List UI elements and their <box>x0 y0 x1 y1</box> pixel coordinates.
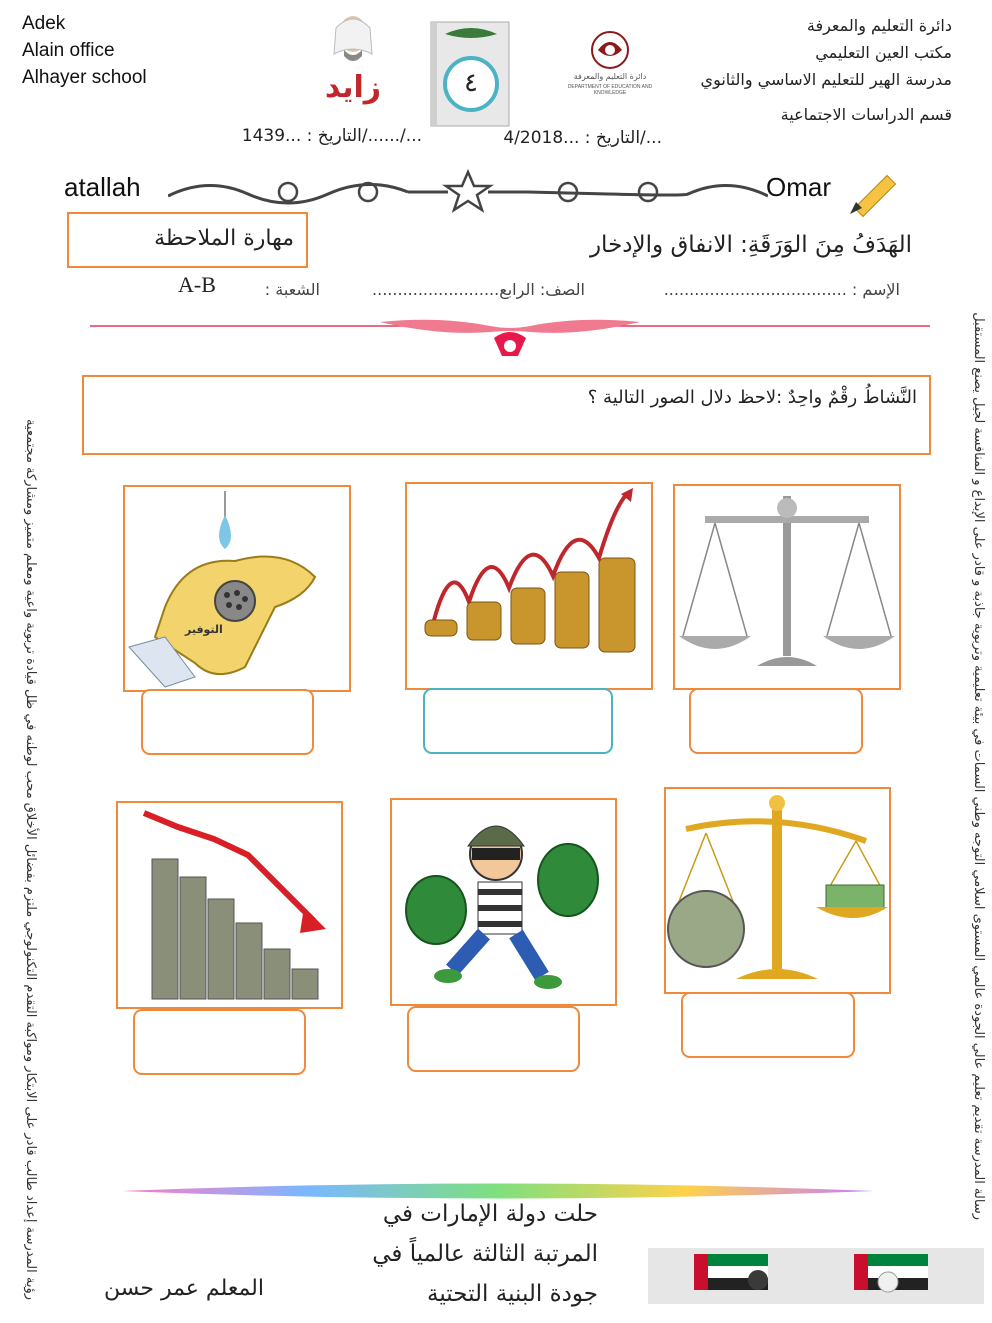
header-right-line: مكتب العين التعليمي <box>815 43 952 62</box>
header-right-line: مدرسة الهير للتعليم الاساسي والثانوي <box>700 70 952 89</box>
slogan-line: حلت دولة الإمارات في <box>382 1201 598 1227</box>
pencil-icon <box>842 162 902 220</box>
footer-image <box>648 1248 984 1304</box>
balance-scale-icon <box>675 486 899 688</box>
header-left <box>22 10 222 91</box>
slogan-line: المرتبة الثالثة عالمياً في <box>372 1241 598 1267</box>
ornament-divider-icon <box>168 166 768 216</box>
date-gregorian: التاريخ : ...4/2018/... <box>503 128 662 148</box>
skill-label: مهارة الملاحظة <box>154 226 294 251</box>
banner-right-name: Omar <box>766 172 831 202</box>
answer-box[interactable] <box>141 689 314 755</box>
section-value: A-B <box>178 272 216 297</box>
falcon-emblem-icon <box>560 28 660 72</box>
adek-emblem <box>560 28 660 98</box>
header-right-line: قسم الدراسات الاجتماعية <box>780 105 952 124</box>
header-left-line: Alain office <box>22 40 115 61</box>
side-text-left: رؤية المدرسة إعداد طالب قادر على الابتكار ومواكبة التقدم التكنولوجي ملتزم بفضائل الأخلاق محب لوطنه في ظل قيادة تربوية واعية ومعلم متميز ومشاركة مجتمعية <box>23 418 38 1300</box>
teacher-name: المعلم عمر حسن <box>103 1276 264 1301</box>
slogan-line: جودة البنية التحتية <box>427 1281 598 1307</box>
thief-icon <box>392 800 615 1004</box>
picture-frame <box>405 482 653 690</box>
answer-box[interactable] <box>423 688 613 754</box>
student-grade-field[interactable]: الصف: الرابع......................... <box>372 280 585 299</box>
skill-box <box>67 212 308 268</box>
header-left-line: Adek <box>22 13 66 34</box>
date-hijri: التاريخ : ...1439/....../... <box>241 126 422 146</box>
gold-scale-icon <box>666 789 889 992</box>
answer-box[interactable] <box>689 688 863 754</box>
red-ornament-icon <box>90 316 930 366</box>
emblem-text: دائرة التعليم والمعرفة <box>573 72 647 81</box>
zayed-logo-text: زايد <box>324 70 382 105</box>
side-text-right: رسالة المدرسة تقديم تعليم عالي الجودة عالمي المستوى اسلامي التوجه وطني السمات في بيئة تعليمية وتربوية جاذبة و قادر على الإبداع و المنافسة لجيل يصنع المستقبل <box>971 312 986 1220</box>
banner-left-name: atallah <box>64 172 141 202</box>
saving-hand-icon <box>125 487 349 690</box>
header-right-line: دائرة التعليم والمعرفة <box>806 16 952 35</box>
zayed-logo <box>318 10 388 120</box>
uae-flags-icon <box>648 1248 984 1304</box>
book-number: ٤ <box>464 68 478 98</box>
picture-frame <box>673 484 901 690</box>
header-right <box>652 12 952 128</box>
header-left-line: Alhayer school <box>22 67 147 88</box>
picture-frame <box>116 801 343 1009</box>
answer-box[interactable] <box>407 1006 580 1072</box>
emblem-subtext: DEPARTMENT OF EDUCATION AND KNOWLEDGE <box>567 84 653 96</box>
picture-frame <box>123 485 351 692</box>
picture-caption: التوفير <box>185 623 223 636</box>
answer-box[interactable] <box>681 992 855 1058</box>
footer-slogan <box>330 1194 598 1314</box>
book-graphic <box>425 18 515 130</box>
picture-frame <box>390 798 617 1006</box>
answer-box[interactable] <box>133 1009 306 1075</box>
activity-text: النَّشاطُ رقْمٌ واحِدٌ :لاحظ دلال الصور التالية ؟ <box>587 387 917 408</box>
falling-money-icon <box>118 803 341 1007</box>
picture-frame <box>664 787 891 994</box>
worksheet-goal: الهَدَفُ مِنَ الوَرَقَةِ: الانفاق والإدخار <box>589 232 912 258</box>
student-name-field[interactable]: الإسم : .................................... <box>663 280 900 299</box>
activity-box <box>82 375 931 455</box>
rising-coins-icon <box>407 484 651 688</box>
section-label: الشعبة : <box>264 280 320 299</box>
